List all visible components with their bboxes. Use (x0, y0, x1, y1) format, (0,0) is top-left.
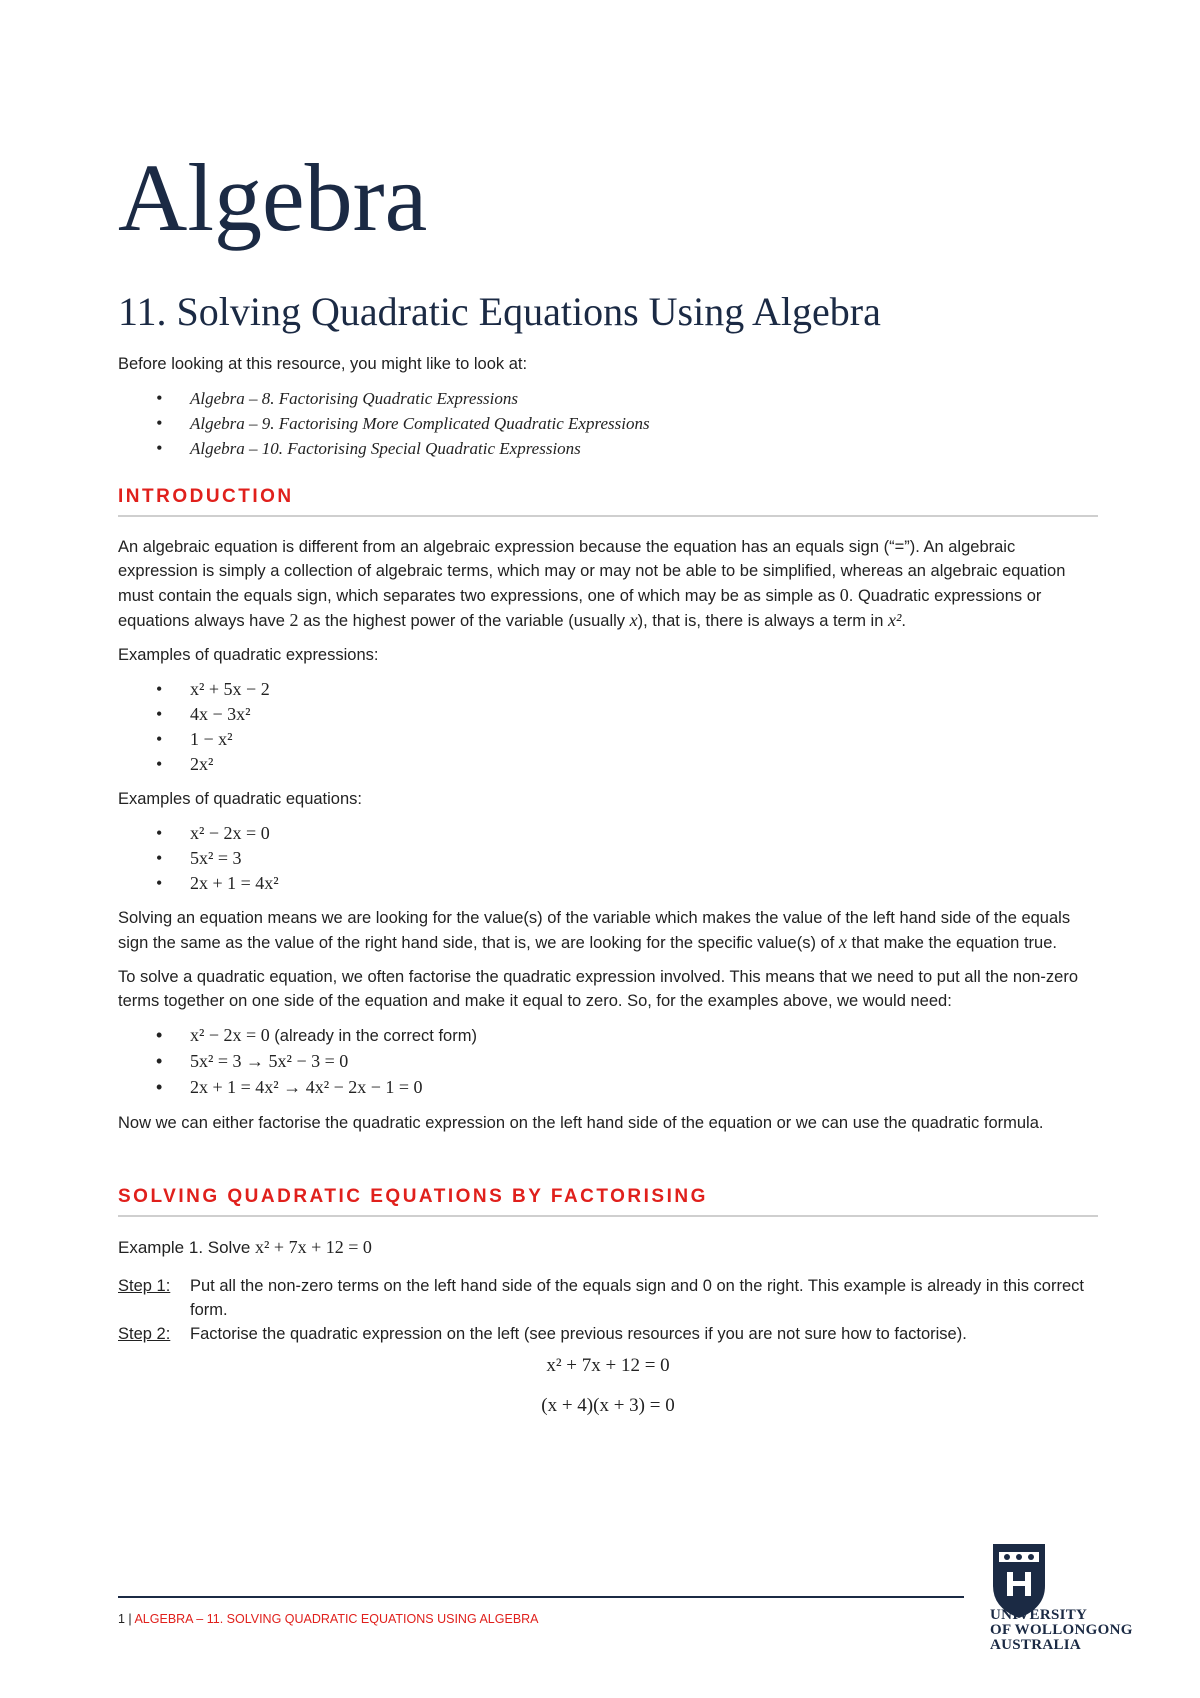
factorise-paragraph: To solve a quadratic equation, we often factorise the quadratic expression involved. This means that we need to put all the non-zero terms together on one side of the equation and make it equal to zero. So, for the examples above, we would need: (118, 968, 1079, 1010)
needs-list (118, 1023, 1098, 1101)
footer-title: ALGEBRA – 11. SOLVING QUADRATIC EQUATIONS USING ALGEBRA (134, 1612, 539, 1626)
expression-item: • 1 − x² (118, 727, 1098, 752)
step-1 (118, 1274, 1098, 1322)
prereq-link[interactable]: • Algebra – 9. Factorising More Complicated Quadratic Expressions (118, 411, 1098, 436)
need-item: • 2x + 1 = 4x² → 4x² − 2x − 1 = 0 (118, 1075, 1098, 1101)
solving-paragraph: Solving an equation means we are looking for the value(s) of the variable which makes the value of the left hand side of the equals sign the same as the value of the right hand side, that is, we are looking for the specific value(s) of x that make the equation true. (118, 909, 1071, 952)
equation-item: • x² − 2x = 0 (118, 821, 1098, 846)
university-logo-text: UNIVERSITY OF WOLLONGONG AUSTRALIA (990, 1607, 1133, 1653)
expression-item: • 4x − 3x² (118, 702, 1098, 727)
document-title: Algebra (118, 144, 428, 251)
section-heading-introduction: INTRODUCTION (118, 471, 1098, 517)
equation-item: • 2x + 1 = 4x² (118, 871, 1098, 896)
next-paragraph: Now we can either factorise the quadratic expression on the left hand side of the equation or we can use the quadratic formula. (118, 1114, 1044, 1132)
intro-paragraph: An algebraic equation is different from an algebraic expression because the equation has an equals sign (“=”). An algebraic expression is simply a collection of algebraic terms, which may or may not be able to be simplified, whereas an algebraic equation must contain the equals sign, which separates two expressions, one of which may be as simple as 0. Quadratic expressions or equations always have 2 as the highest power of the variable (usually x), that is, there is always a term in x². (118, 538, 1066, 630)
example-title: Example 1. Solve x² + 7x + 12 = 0 (118, 1237, 372, 1257)
expressions-list (118, 677, 1098, 777)
prereq-lead: Before looking at this resource, you might like to look at: (118, 355, 528, 373)
equation-item: • 5x² = 3 (118, 846, 1098, 871)
expression-item: • x² + 5x − 2 (118, 677, 1098, 702)
footer-rule (118, 1596, 964, 1598)
expressions-lead: Examples of quadratic expressions: (118, 646, 379, 664)
document-body (118, 352, 1098, 1434)
page-number: 1 | (118, 1612, 132, 1626)
section-heading-factorising: SOLVING QUADRATIC EQUATIONS BY FACTORISING (118, 1171, 1098, 1217)
equations-list (118, 821, 1098, 896)
equations-lead: Examples of quadratic equations: (118, 790, 362, 808)
working-line-1: x² + 7x + 12 = 0 (546, 1355, 670, 1376)
step-2 (118, 1322, 1098, 1346)
step-label: Step 2: (118, 1325, 171, 1343)
document-subtitle: 11. Solving Quadratic Equations Using Algebra (118, 289, 881, 334)
step-text: Put all the non-zero terms on the left hand side of the equals sign and 0 on the right. This example is already in this correct form. (190, 1277, 1084, 1319)
step-text: Factorise the quadratic expression on the left (see previous resources if you are not sure how to factorise). (190, 1325, 967, 1343)
need-item: • x² − 2x = 0 (already in the correct form) (118, 1023, 1098, 1049)
working-line-2: (x + 4)(x + 3) = 0 (541, 1395, 675, 1416)
prereq-link[interactable]: • Algebra – 10. Factorising Special Quadratic Expressions (118, 436, 1098, 461)
step-label: Step 1: (118, 1277, 171, 1295)
prereq-link[interactable]: • Algebra – 8. Factorising Quadratic Expressions (118, 386, 1098, 411)
need-item: • 5x² = 3 → 5x² − 3 = 0 (118, 1049, 1098, 1075)
expression-item: • 2x² (118, 752, 1098, 777)
prereq-list (118, 386, 1098, 461)
footer (118, 1612, 539, 1626)
